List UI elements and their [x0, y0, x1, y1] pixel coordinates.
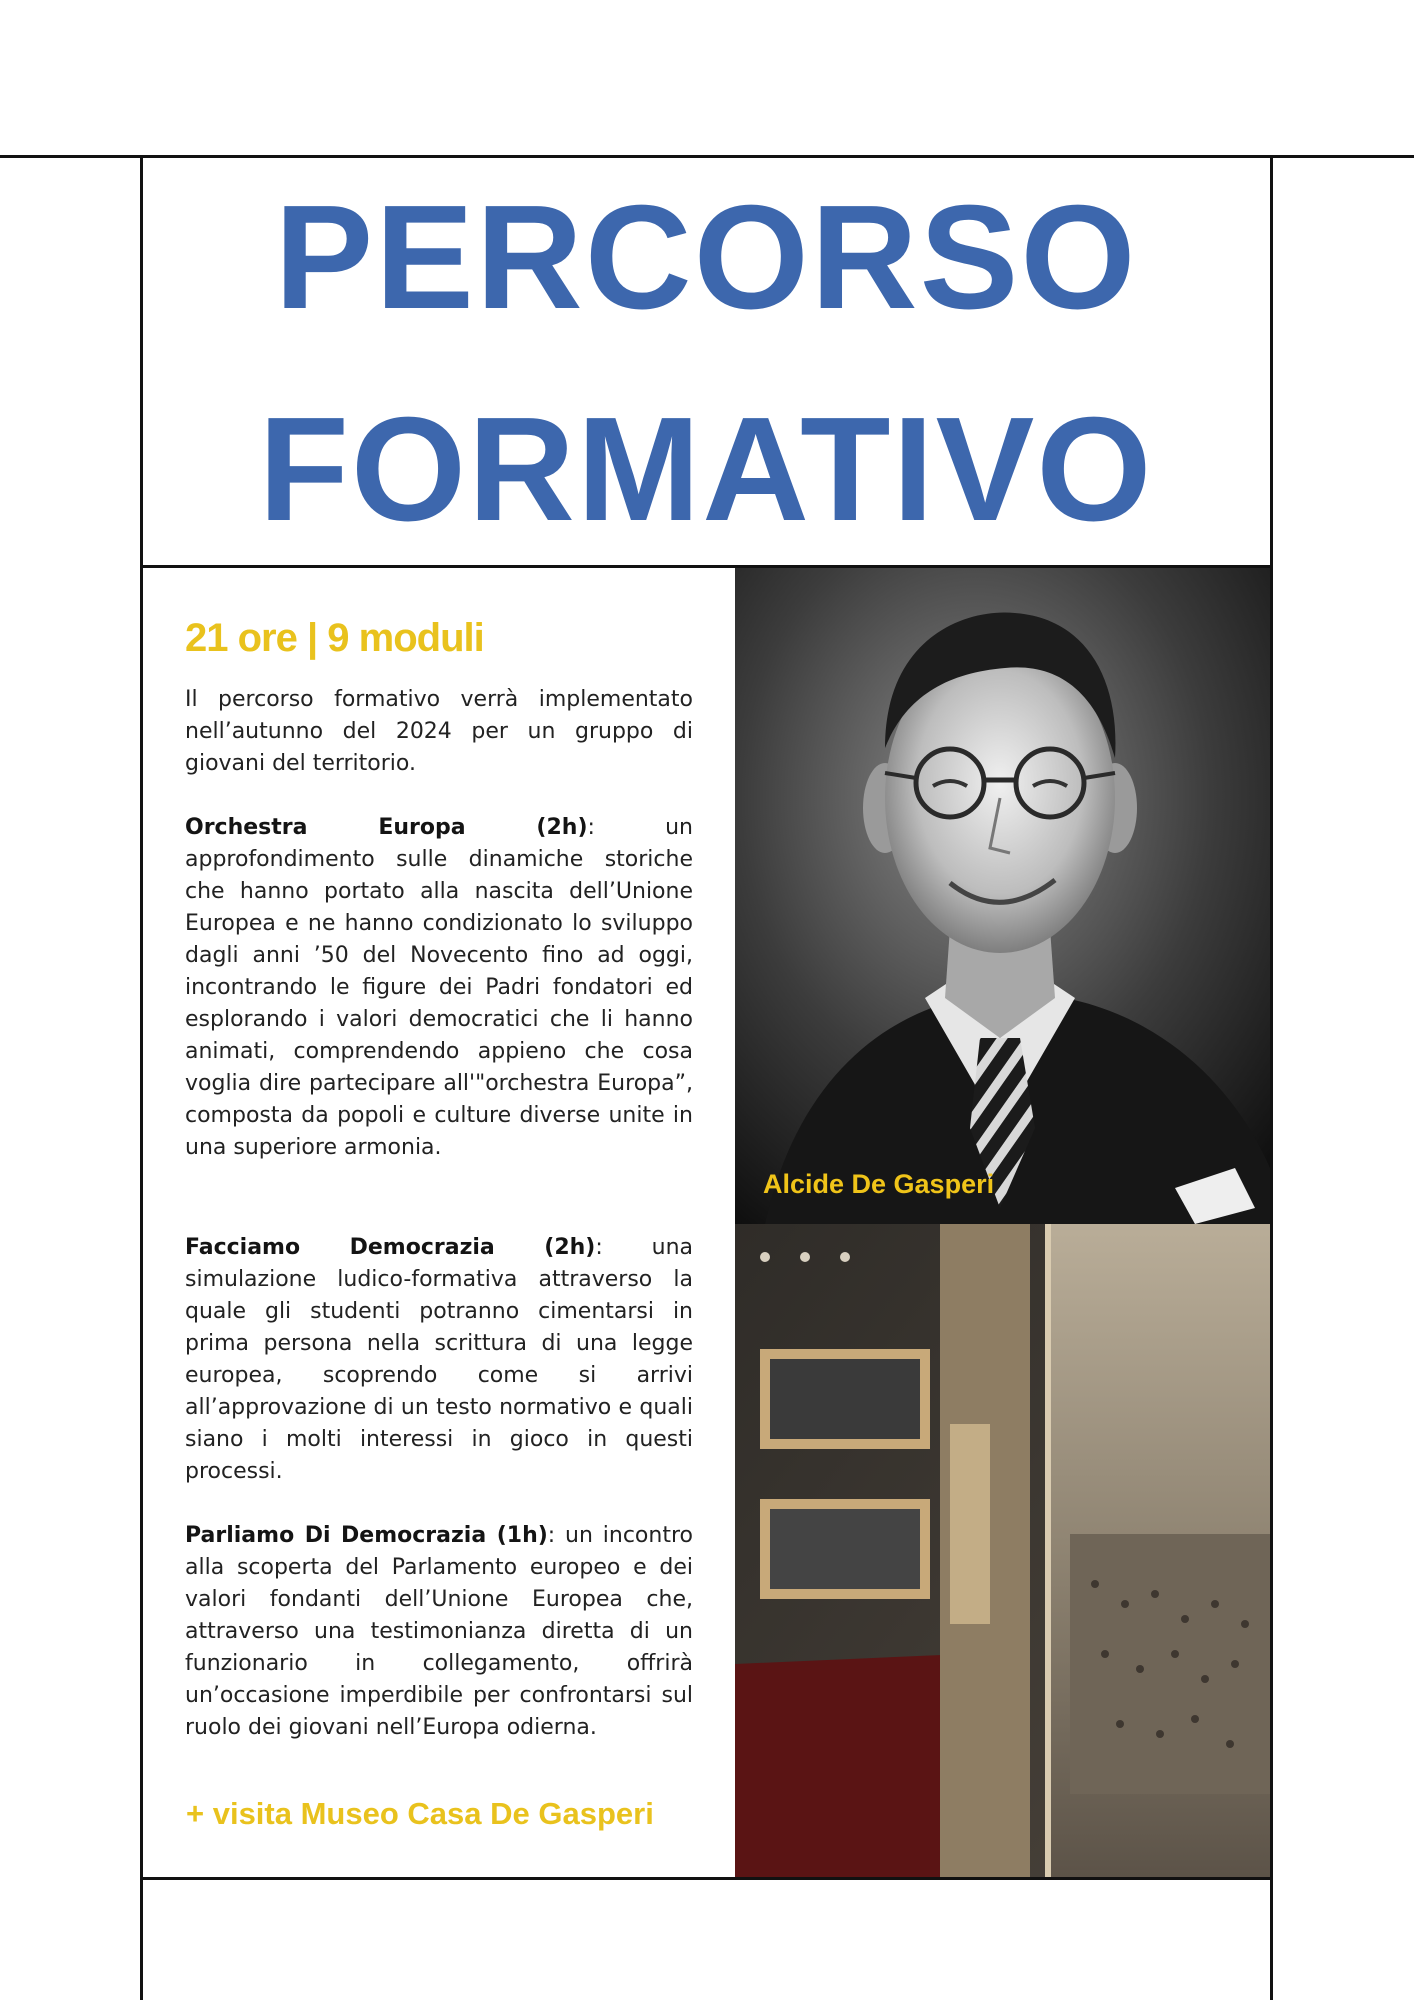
module-orchestra-europa: [185, 812, 693, 1164]
module-title: Orchestra Europa (2h): [185, 815, 588, 840]
museum-photo: [735, 1224, 1270, 1877]
page-title-line-2: FORMATIVO: [258, 387, 1154, 552]
intro-paragraph: Il percorso formativo verrà implementato nell’autunno del 2024 per un gruppo di giovani del territorio.: [185, 687, 693, 776]
frame-top-line: [0, 155, 1414, 158]
museum-illustration: [735, 1224, 1270, 1877]
module-parliamo-di-democrazia: [185, 1520, 693, 1744]
frame-bottom-divider: [140, 1877, 1273, 1880]
module-title: Parliamo Di Democrazia (1h): [185, 1523, 548, 1548]
module-description: : un approfondimento sulle dinamiche storiche che hanno portato alla nascita dell’Unione Europea e ne hanno condizionato lo sviluppo dagli anni ’50 del Novecento fino ad oggi, incontrando le figure dei Padri fondatori ed esplorando i valori democratici che li hanno animati, comprendendo appieno che cosa voglia dire partecipare all'"orchestra Europa”, composta da popoli e culture diverse unite in una superiore armonia.: [185, 815, 693, 1160]
portrait-caption: Alcide De Gasperi: [763, 1169, 995, 1199]
module-description: : una simulazione ludico-formativa attraverso la quale gli studenti potranno cimentarsi in prima persona nella scrittura di una legge europea, scoprendo come si arrivi all’approvazione di un testo normativo e quali siano i molti interessi in gioco in questi processi.: [185, 1235, 693, 1484]
module-facciamo-democrazia: [185, 1232, 693, 1488]
module-title: Facciamo Democrazia (2h): [185, 1235, 596, 1260]
page-title-line-1: PERCORSO: [274, 175, 1138, 340]
portrait-photo: [735, 568, 1270, 1224]
portrait-illustration: [735, 568, 1270, 1224]
museum-visit-note: + visita Museo Casa De Gasperi: [186, 1796, 654, 1831]
module-description: : un incontro alla scoperta del Parlamento europeo e dei valori fondanti dell’Unione Europea che, attraverso una testimonianza diretta di un funzionario in collegamento, offrirà un’occasione imperdibile per confrontarsi sul ruolo dei giovani nell’Europa odierna.: [185, 1523, 693, 1740]
course-meta: 21 ore | 9 moduli: [185, 616, 484, 660]
